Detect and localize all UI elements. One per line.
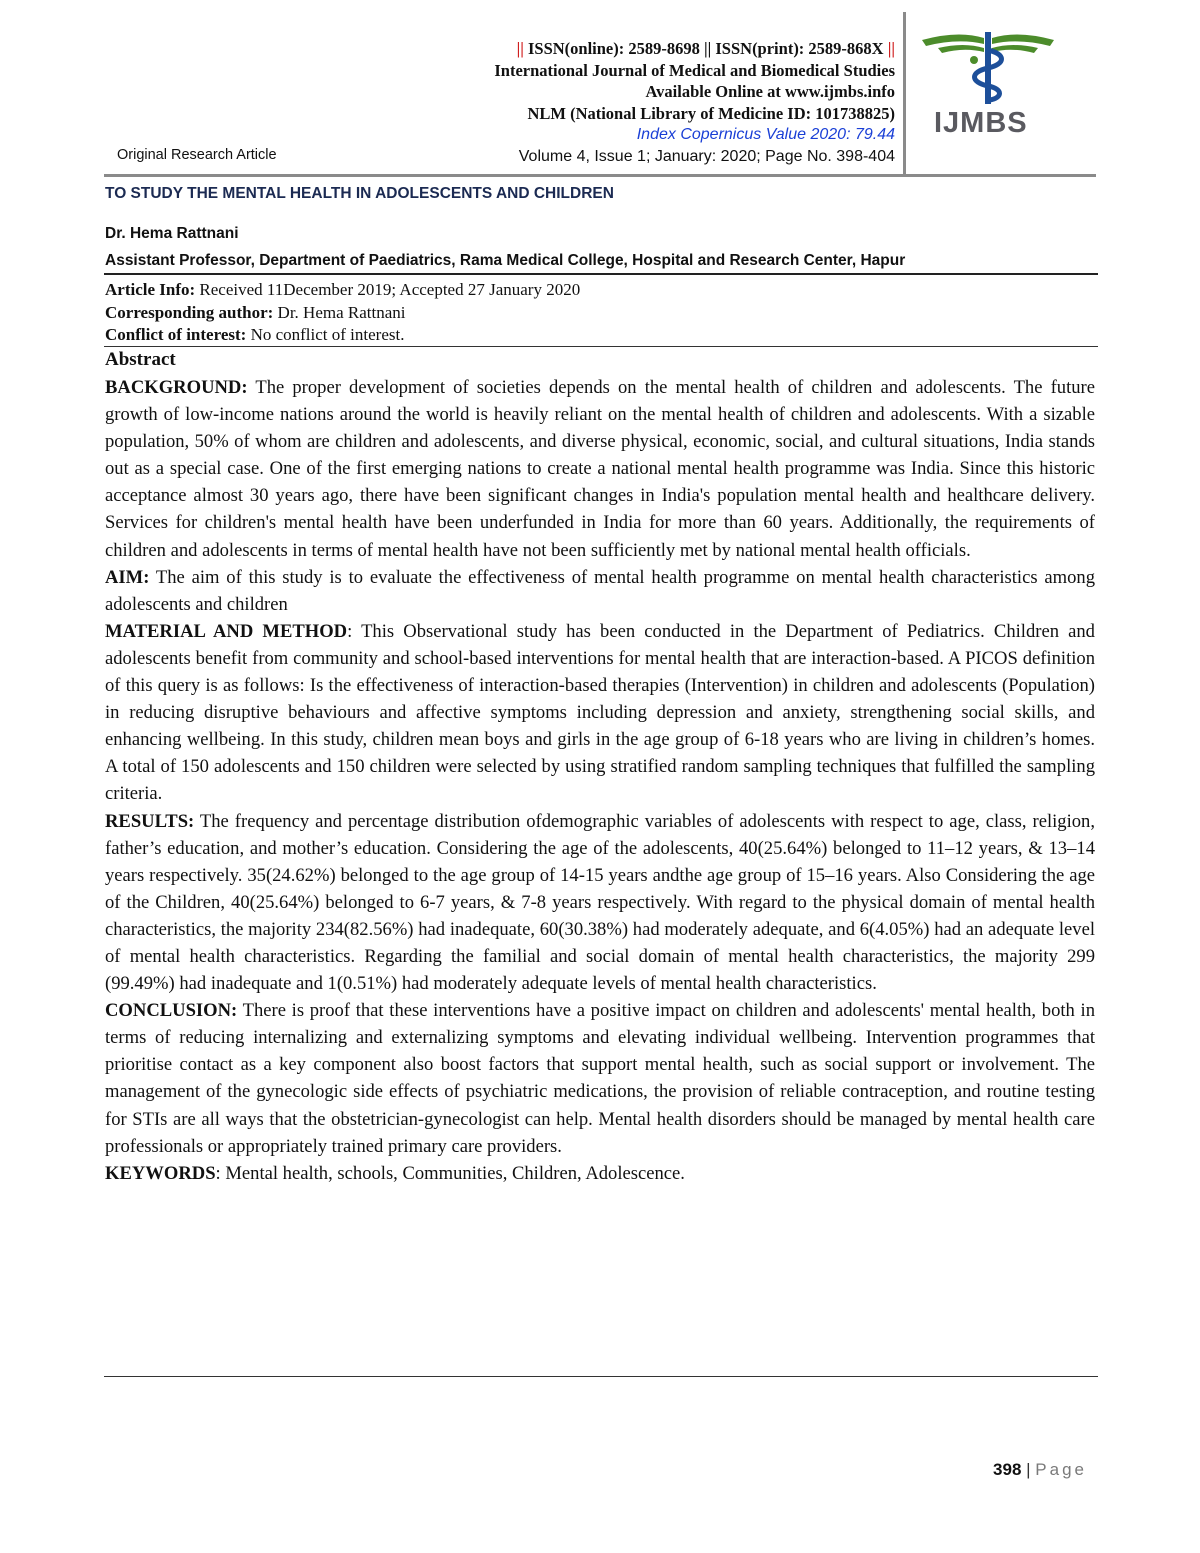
issn-line: || ISSN(online): 2589-8698 || ISSN(print): 2589-868X ||	[516, 39, 895, 58]
background-paragraph: BACKGROUND: The proper development of societies depends on the mental health of children and adolescents. The future growth of low-income nations around the world is heavily reliant on the mental health of children and adolescents. With a sizable population, 50% of whom are children and adolescents, and diverse physical, economic, social, and cultural situations, India stands out as a special case. One of the first emerging nations to create a national mental health programme was India. Since this historic acceptance almost 30 years ago, there have been significant changes in India's population mental health and healthcare delivery. Services for children's mental health have been underfunded in India for more than 60 years. Additionally, the requirements of children and adolescents in terms of mental health have not been sufficiently met by national mental health officials.	[105, 377, 1095, 561]
article-info-line: Article Info: Received 11December 2019; Accepted 27 January 2020	[105, 280, 581, 299]
page-number: 398 | Page	[993, 1460, 1087, 1479]
journal-header	[494, 38, 895, 167]
corresponding-author-line: Corresponding author: Dr. Hema Rattnani	[105, 302, 406, 322]
nlm-id: NLM (National Library of Medicine ID: 101738825)	[527, 103, 895, 123]
volume-info: Volume 4, Issue 1; January: 2020; Page No. 398-404	[518, 147, 895, 165]
header-horizontal-divider	[104, 174, 1096, 177]
journal-url-line: Available Online at www.ijmbs.info	[645, 82, 895, 101]
author-affiliation: Assistant Professor, Department of Paediatrics, Rama Medical College, Hospital and Research Center, Hapur	[105, 252, 906, 269]
abstract-heading: Abstract	[105, 349, 176, 370]
abstract-body	[105, 374, 1095, 1187]
affiliation-rule	[104, 273, 1098, 275]
conclusion-paragraph: CONCLUSION: There is proof that these interventions have a positive impact on children and adolescents' mental health, both in terms of reducing internalizing and externalizing symptoms and elevating individual wellbeing. Intervention programmes that prioritise contact as a key component also boost factors that support mental health, such as social support or involvement. The management of the gynecologic side effects of psychiatric medications, the provision of reliable contraception, and routine testing for STIs are all ways that the obstetrician-gynecologist can help. Mental health disorders should be managed by mental health care professionals or appropriately trained primary care providers.	[105, 1000, 1095, 1157]
article-title: TO STUDY THE MENTAL HEALTH IN ADOLESCENTS AND CHILDREN	[105, 185, 614, 202]
author-name: Dr. Hema Rattnani	[105, 225, 239, 242]
article-type: Original Research Article	[117, 147, 277, 163]
article-info-block	[105, 279, 580, 347]
keywords-paragraph: KEYWORDS: Mental health, schools, Communities, Children, Adolescence.	[105, 1162, 685, 1184]
conflict-line: Conflict of interest: No conflict of interest.	[105, 325, 405, 344]
logo-text: IJMBS	[934, 107, 1028, 139]
info-rule	[104, 346, 1098, 347]
journal-name: International Journal of Medical and Biomedical Studies	[494, 60, 895, 80]
index-copernicus: Index Copernicus Value 2020: 79.44	[636, 126, 895, 143]
aim-paragraph: AIM: The aim of this study is to evaluate the effectiveness of mental health programme on mental health characteristics among adolescents and children	[105, 566, 1095, 615]
results-paragraph: RESULTS: The frequency and percentage distribution ofdemographic variables of adolescents with respect to age, class, religion, father’s education, and mother’s education. Considering the age of the adolescents, 40(25.64%) belonged to 11–12 years, & 13–14 years respectively. 35(24.62%) belonged to the age group of 14-15 years andthe age group of 15–16 years. Also Considering the age of the Children, 40(25.64%) belonged to 6-7 years, & 7-8 years respectively. With regard to the physical domain of mental health characteristics, the majority 234(82.56%) had inadequate, 60(30.38%) had moderately adequate, and 6(4.05%) had an adequate level of mental health characteristics. Regarding the familial and social domain of mental health characteristics, the majority 299 (99.49%) had inadequate and 1(0.51%) had moderately adequate levels of mental health characteristics.	[105, 810, 1095, 995]
header-vertical-divider	[903, 12, 906, 174]
method-paragraph: MATERIAL AND METHOD: This Observational study has been conducted in the Department of Pediatrics. Children and adolescents benefit from community and school-based interventions for mental health that are interaction-based. A PICOS definition of this query is as follows: Is the effectiveness of interaction-based therapies (Intervention) in children and adolescents (Population) in reducing disruptive behaviours and affective symptoms including depression and anxiety, strengthening social skills, and enhancing wellbeing. In this study, children mean boys and girls in the age group of 6-18 years who are living in children’s homes. A total of 150 adolescents and 150 children were selected by using stratified random sampling techniques that fulfilled the sampling criteria.	[105, 620, 1095, 805]
footer-rule	[104, 1376, 1098, 1377]
